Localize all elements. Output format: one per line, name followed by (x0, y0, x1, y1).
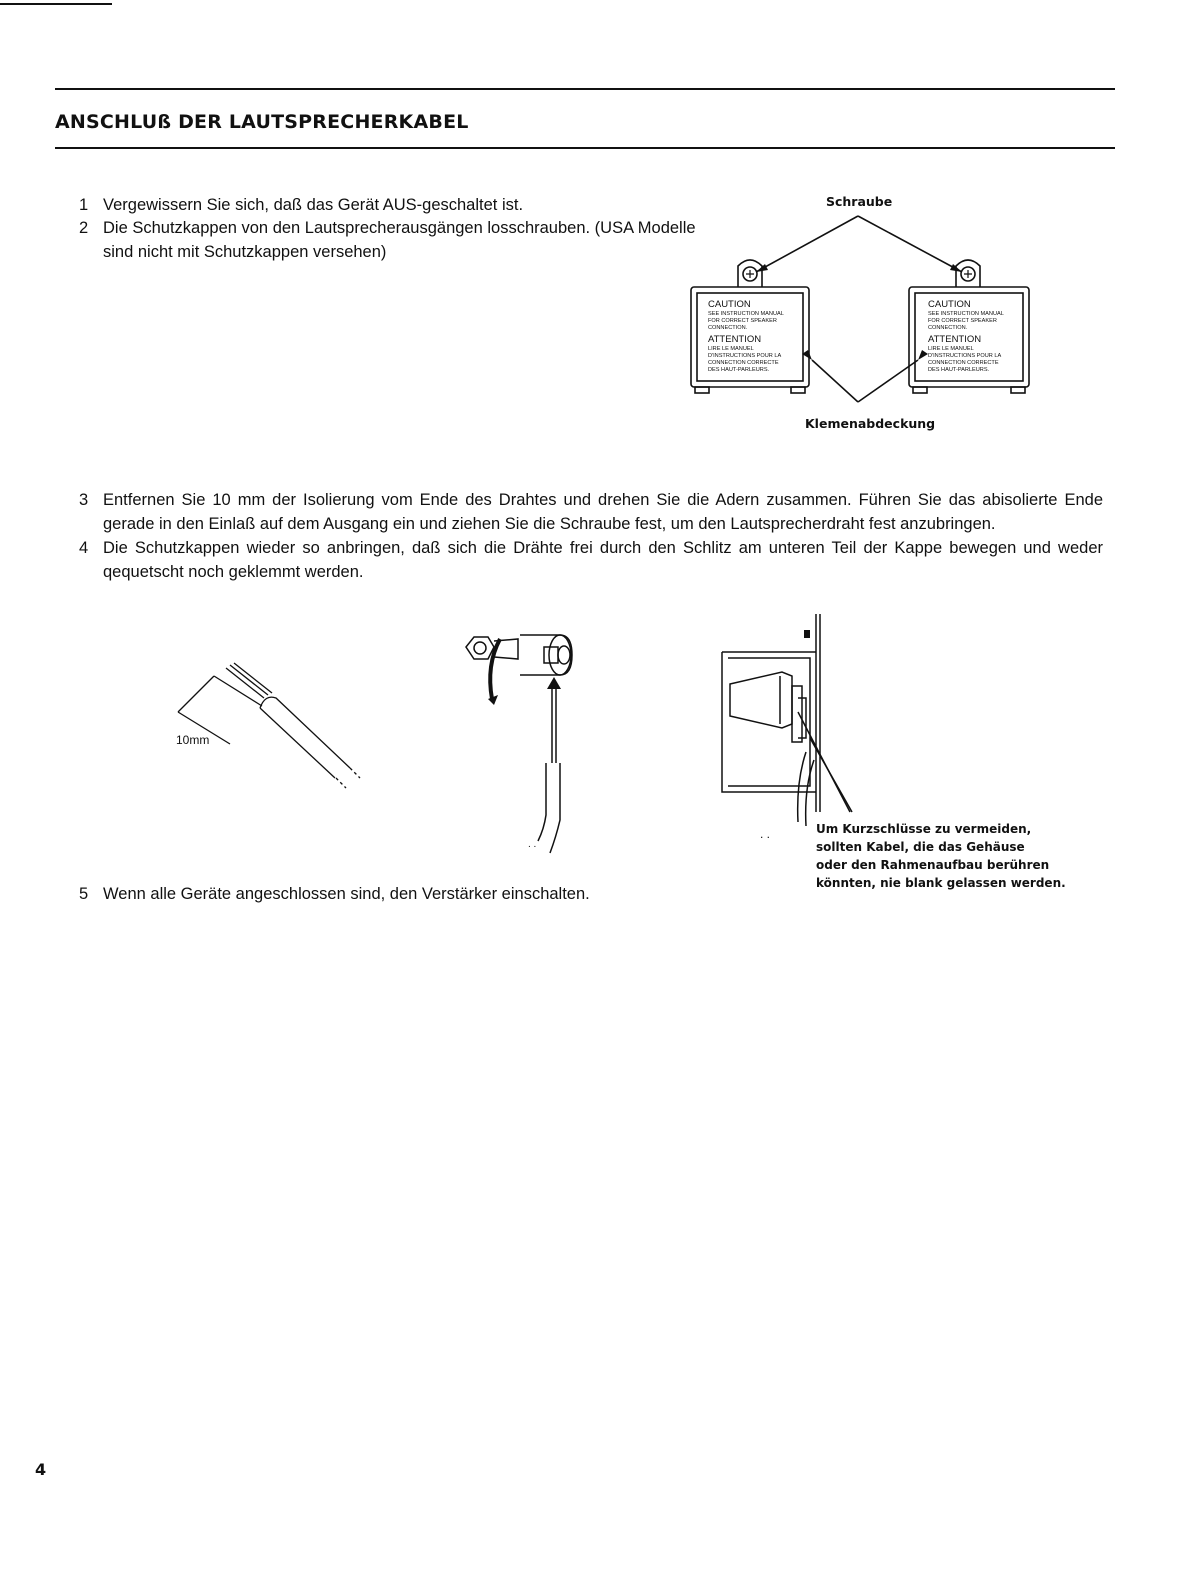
step-5 (79, 882, 719, 906)
note-line: oder den Rahmenaufbau berühren (816, 858, 1050, 872)
cap-line: D'INSTRUCTIONS POUR LA (928, 353, 1002, 359)
step-4 (79, 536, 1103, 584)
screw-label: Schraube (826, 194, 893, 209)
step-text: Die Schutzkappen von den Lautsprecherausgängen losschrauben. (USA Modelle sind nicht mit Schutzkappen versehen) (103, 219, 696, 261)
short-circuit-note (816, 820, 1116, 892)
cap-line: DES HAUT-PARLEURS. (928, 367, 990, 373)
step-1 (79, 193, 719, 217)
cap-line: SEE INSTRUCTION MANUAL (928, 311, 1004, 317)
step-number: 1 (79, 196, 89, 214)
note-line: Um Kurzschlüsse zu vermeiden, (816, 822, 1032, 836)
cap-line: CONNECTION CORRECTE (708, 360, 779, 366)
step-text: Wenn alle Geräte angeschlossen sind, den Verstärker einschalten. (103, 885, 590, 903)
step-number: 2 (79, 219, 89, 237)
cap-line: DES HAUT-PARLEURS. (708, 367, 770, 373)
bottom-rule (55, 147, 1115, 149)
binding-post-figure (460, 625, 610, 855)
cover-label: Klemenabdeckung (805, 416, 936, 431)
step-2 (79, 216, 719, 264)
step-number: 5 (79, 885, 89, 903)
cap-left-warning (708, 299, 784, 373)
clearance-figure (720, 612, 880, 842)
cap-line: CAUTION (928, 299, 971, 310)
cap-line: LIRE LE MANUEL (708, 346, 754, 352)
step-text: Die Schutzkappen wieder so anbringen, daß sich die Drähte frei durch den Schlitz am unteren Teil der Kappe bewegen und weder qequetscht noch geklemmt werden. (103, 539, 1103, 581)
cap-line: ATTENTION (928, 334, 982, 345)
page-number: 4 (35, 1460, 47, 1479)
top-rule (55, 88, 1115, 90)
section-title: ANSCHLUß DER LAUTSPRECHERKABEL (55, 111, 469, 133)
cap-line: LIRE LE MANUEL (928, 346, 974, 352)
cap-line: CONNECTION CORRECTE (928, 360, 999, 366)
step-number: 4 (79, 539, 89, 557)
cap-line: CAUTION (708, 299, 751, 310)
step-number: 3 (79, 491, 89, 509)
svg-text:. .: . . (528, 839, 537, 850)
stripped-wire-figure (170, 660, 370, 800)
strip-length-label: 10mm (176, 733, 210, 747)
terminal-cover-figure (680, 210, 1050, 410)
cap-line: D'INSTRUCTIONS POUR LA (708, 353, 782, 359)
cap-line: ATTENTION (708, 334, 762, 345)
corner-mark (0, 3, 112, 5)
step-text: Vergewissern Sie sich, daß das Gerät AUS-geschaltet ist. (103, 196, 524, 214)
cap-line: CONNECTION. (928, 325, 968, 331)
cap-line: FOR CORRECT SPEAKER (928, 318, 997, 324)
cap-line: CONNECTION. (708, 325, 748, 331)
svg-text:. .: . . (760, 827, 771, 841)
step-3 (79, 488, 1103, 536)
note-line: könnten, nie blank gelassen werden. (816, 876, 1066, 890)
cap-line: FOR CORRECT SPEAKER (708, 318, 777, 324)
step-text: Entfernen Sie 10 mm der Isolierung vom Ende des Drahtes und drehen Sie die Adern zusammen. Führen Sie das abisolierte Ende gerade in den Einlaß auf dem Ausgang ein und ziehen Sie die Schraube fest, um den Lautsprecherdraht fest anzubringen. (103, 491, 1103, 533)
cap-right-warning (928, 299, 1004, 373)
cap-right (909, 260, 1029, 393)
cap-line: SEE INSTRUCTION MANUAL (708, 311, 784, 317)
note-line: sollten Kabel, die das Gehäuse (816, 840, 1025, 854)
